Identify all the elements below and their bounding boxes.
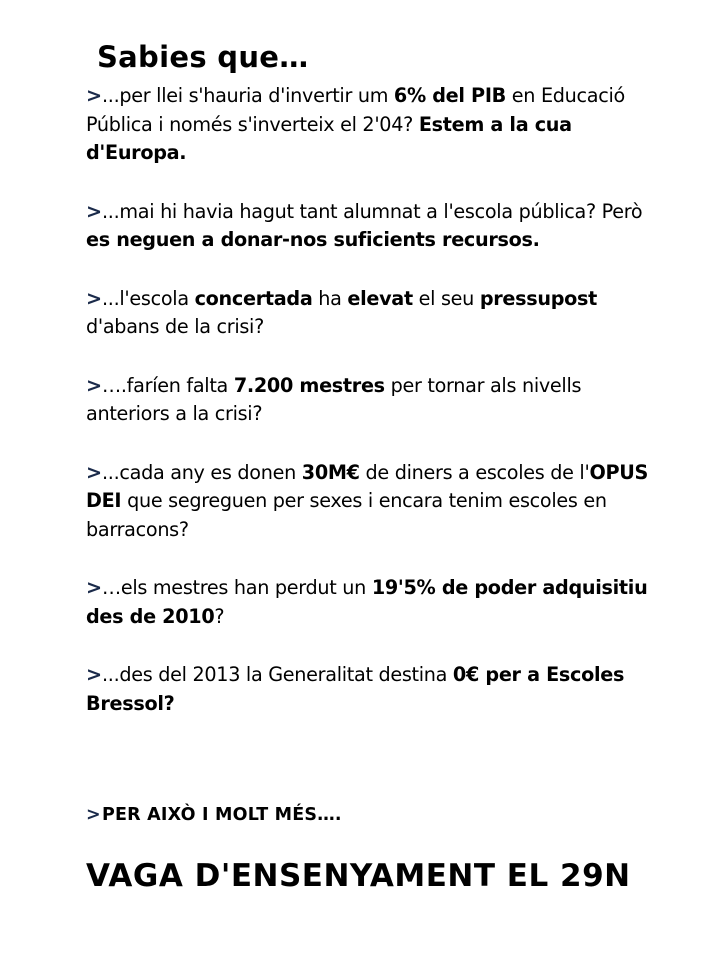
fact-text: de diners a escoles de l' bbox=[359, 460, 590, 484]
fact-text: ….faríen falta bbox=[102, 373, 234, 397]
call-to-action bbox=[86, 805, 342, 825]
cta-text: PER AIXÒ I MOLT MÉS…. bbox=[102, 805, 342, 825]
fact-emphasis: concertada bbox=[194, 286, 313, 310]
fact-emphasis: Estem a la cua d'Europa. bbox=[86, 112, 572, 164]
chevron-right-icon: > bbox=[86, 576, 102, 599]
fact-item bbox=[86, 285, 661, 342]
fact-text: ...des del 2013 la Generalitat destina bbox=[102, 663, 453, 686]
fact-text: que segreguen per sexes i encara tenim escoles en barracons? bbox=[86, 489, 607, 541]
fact-item bbox=[86, 661, 661, 718]
chevron-right-icon: > bbox=[86, 805, 101, 825]
strike-headline: VAGA D'ENSENYAMENT EL 29N bbox=[86, 858, 631, 894]
chevron-right-icon: > bbox=[86, 663, 102, 686]
fact-text: ha bbox=[312, 286, 348, 310]
fact-text: …els mestres han perdut un bbox=[102, 576, 372, 599]
chevron-right-icon: > bbox=[86, 199, 102, 223]
fact-item bbox=[86, 574, 661, 631]
fact-emphasis: pressupost bbox=[479, 286, 598, 310]
chevron-right-icon: > bbox=[86, 286, 102, 310]
page-title: Sabies que… bbox=[97, 40, 309, 74]
fact-item bbox=[86, 372, 661, 429]
fact-emphasis: 19'5% de poder adquisitiu des de 2010 bbox=[86, 576, 648, 628]
fact-emphasis: OPUS DEI bbox=[86, 460, 649, 512]
fact-item bbox=[86, 198, 661, 255]
fact-emphasis: 6% del PIB bbox=[393, 84, 506, 107]
fact-text: ? bbox=[214, 604, 225, 628]
fact-text: en Educació Pública i només s'inverteix el 2'04? bbox=[86, 84, 625, 136]
fact-item bbox=[86, 459, 661, 545]
fact-emphasis: 0€ per a Escoles Bressol? bbox=[86, 663, 625, 715]
fact-emphasis: 30M€ bbox=[301, 460, 360, 484]
fact-emphasis: elevat bbox=[347, 286, 413, 310]
fact-text: ...per llei s'hauria d'invertir um bbox=[102, 84, 394, 107]
fact-emphasis: 7.200 mestres bbox=[233, 373, 385, 397]
chevron-right-icon: > bbox=[86, 84, 102, 107]
fact-text: el seu bbox=[412, 286, 480, 310]
chevron-right-icon: > bbox=[86, 373, 102, 397]
fact-text: ...mai hi havia hagut tant alumnat a l'escola pública? Però bbox=[102, 199, 643, 223]
fact-text: d'abans de la crisi? bbox=[86, 315, 264, 338]
chevron-right-icon: > bbox=[86, 460, 102, 484]
fact-text: per tornar als nivells anteriors a la crisi? bbox=[86, 373, 582, 425]
fact-emphasis: es neguen a donar-nos suficients recursos. bbox=[86, 228, 540, 251]
fact-item bbox=[86, 82, 661, 168]
fact-text: ...cada any es donen bbox=[102, 460, 302, 484]
fact-text: ...l'escola bbox=[102, 286, 195, 310]
facts-list bbox=[86, 82, 661, 748]
